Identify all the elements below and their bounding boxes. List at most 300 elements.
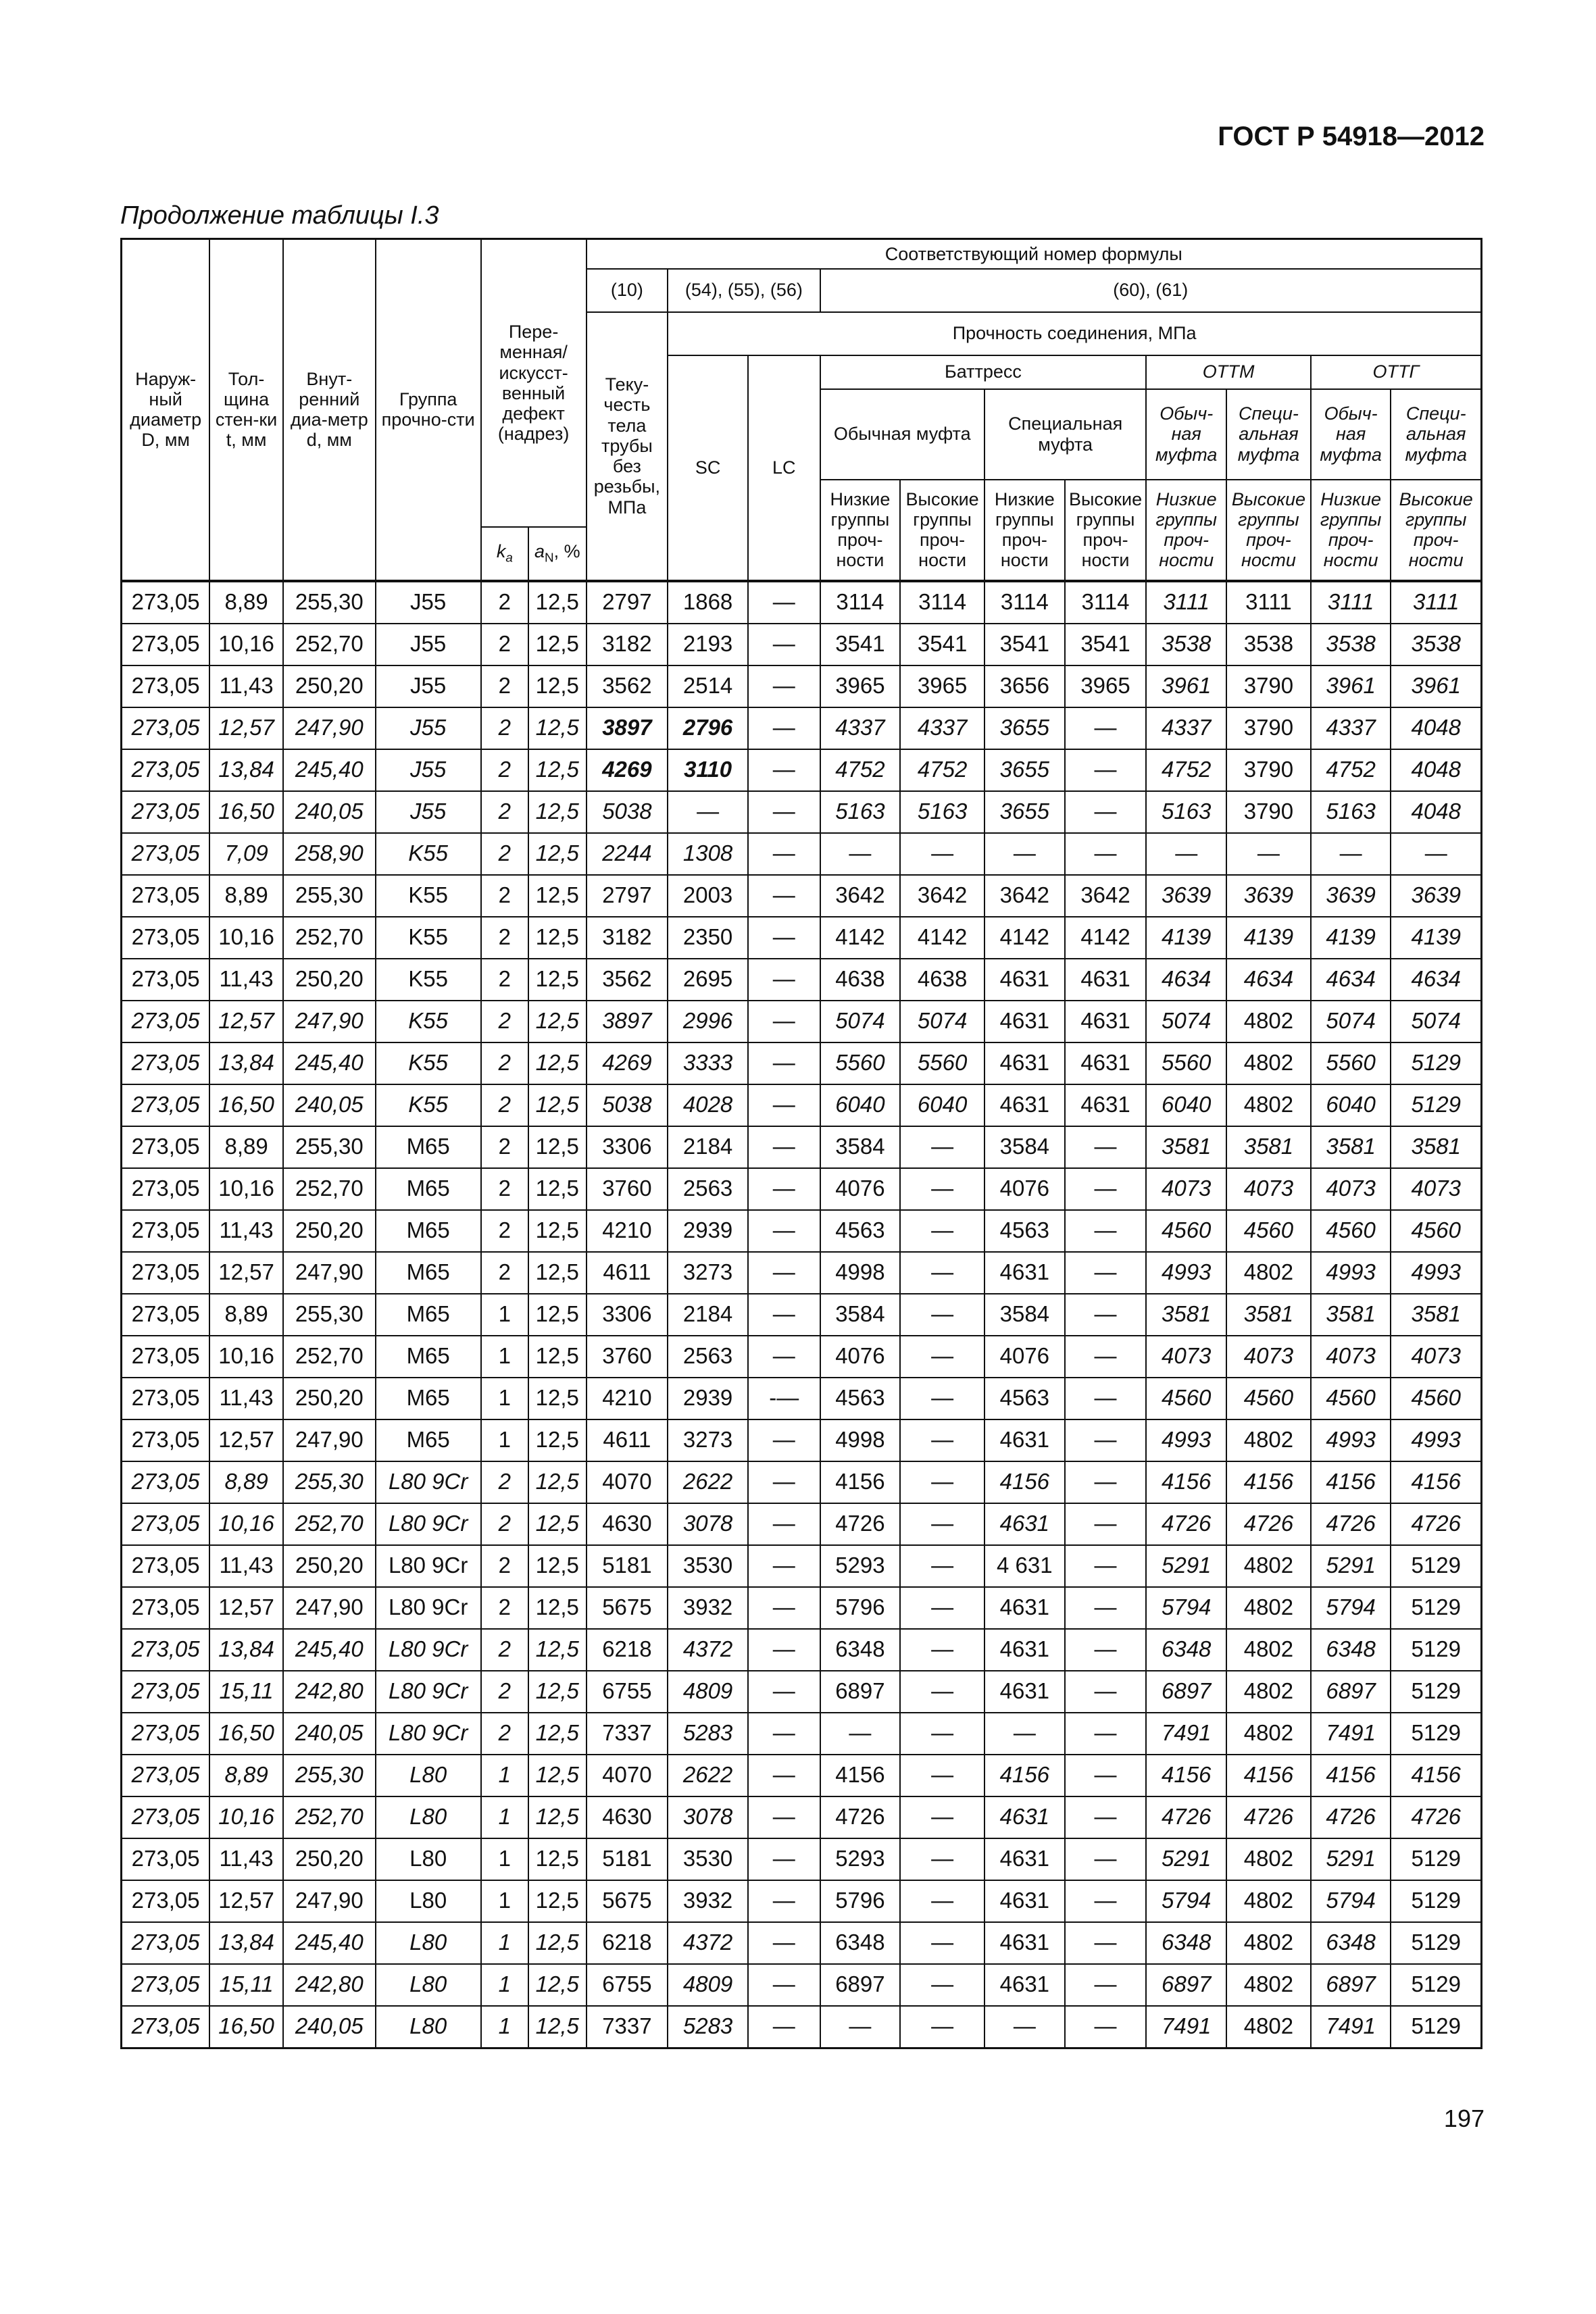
table-cell: — bbox=[1065, 1922, 1147, 1964]
table-cell: 3581 bbox=[1226, 1126, 1311, 1168]
table-cell: 6897 bbox=[820, 1671, 901, 1713]
table-cell: — bbox=[1065, 1587, 1147, 1629]
table-cell: 4611 bbox=[587, 1419, 668, 1461]
table-cell: 2 bbox=[481, 1126, 528, 1168]
table-cell: 3961 bbox=[1311, 665, 1391, 707]
table-cell: 11,43 bbox=[209, 1378, 283, 1419]
table-cell: — bbox=[900, 1629, 984, 1671]
table-cell: — bbox=[1391, 833, 1481, 875]
table-cell: 2 bbox=[481, 875, 528, 917]
col-yield: Теку-честь тела трубы без резьбы, МПа bbox=[587, 312, 668, 581]
table-cell: 273,05 bbox=[122, 1168, 210, 1210]
buttress-header: Баттресс bbox=[820, 355, 1147, 389]
table-cell: 8,89 bbox=[209, 875, 283, 917]
table-cell: 13,84 bbox=[209, 1922, 283, 1964]
table-cell: 12,5 bbox=[528, 581, 587, 624]
table-cell: 3932 bbox=[668, 1880, 748, 1922]
table-cell: 273,05 bbox=[122, 1796, 210, 1838]
table-cell: 2996 bbox=[668, 1001, 748, 1042]
table-cell: 240,05 bbox=[283, 1084, 376, 1126]
table-cell: K55 bbox=[376, 959, 481, 1001]
ottg-regular-low: Низкие группы проч-ности bbox=[1311, 480, 1391, 581]
table-cell: — bbox=[748, 1587, 820, 1629]
table-cell: 4337 bbox=[820, 707, 901, 749]
table-cell: 273,05 bbox=[122, 875, 210, 917]
table-cell: 247,90 bbox=[283, 1587, 376, 1629]
table-cell: 12,5 bbox=[528, 2006, 587, 2048]
table-cell: — bbox=[748, 1545, 820, 1587]
table-cell: 12,5 bbox=[528, 1922, 587, 1964]
table-cell: 4563 bbox=[984, 1378, 1065, 1419]
table-cell: 3111 bbox=[1391, 581, 1481, 624]
table-cell: 1 bbox=[481, 1838, 528, 1880]
table-cell: 273,05 bbox=[122, 1126, 210, 1168]
table-cell: 10,16 bbox=[209, 1503, 283, 1545]
table-cell: L80 9Cr bbox=[376, 1545, 481, 1587]
table-cell: 6040 bbox=[820, 1084, 901, 1126]
table-cell: 4070 bbox=[587, 1461, 668, 1503]
table-cell: 4631 bbox=[984, 1796, 1065, 1838]
table-cell: 2 bbox=[481, 1252, 528, 1294]
table-cell: 3642 bbox=[900, 875, 984, 917]
table-cell: 3581 bbox=[1146, 1126, 1226, 1168]
table-cell: — bbox=[1065, 2006, 1147, 2048]
col-wall-thickness-label: Тол-щина стен-ки t, мм bbox=[215, 368, 278, 451]
table-cell: 5181 bbox=[587, 1838, 668, 1880]
table-cell: 8,89 bbox=[209, 1755, 283, 1796]
table-row bbox=[122, 707, 1482, 749]
table-cell: 255,30 bbox=[283, 875, 376, 917]
table-cell: — bbox=[1065, 1336, 1147, 1378]
ottg-regular-header: Обыч-ная муфта bbox=[1311, 389, 1391, 480]
table-cell: 250,20 bbox=[283, 1378, 376, 1419]
table-cell: 4726 bbox=[1226, 1503, 1311, 1545]
table-cell: 250,20 bbox=[283, 1210, 376, 1252]
table-cell: — bbox=[748, 1001, 820, 1042]
ottm-regular-low: Низкие группы проч-ности bbox=[1146, 480, 1226, 581]
table-cell: 8,89 bbox=[209, 1461, 283, 1503]
table-cell: 2 bbox=[481, 665, 528, 707]
table-cell: 273,05 bbox=[122, 1336, 210, 1378]
table-cell: — bbox=[900, 1461, 984, 1503]
table-cell: 3530 bbox=[668, 1838, 748, 1880]
table-cell: 250,20 bbox=[283, 1838, 376, 1880]
table-cell: 4139 bbox=[1391, 917, 1481, 959]
table-cell: 5283 bbox=[668, 2006, 748, 2048]
table-cell: — bbox=[900, 1796, 984, 1838]
table-cell: 3790 bbox=[1226, 665, 1311, 707]
table-cell: 4726 bbox=[1146, 1503, 1226, 1545]
table-cell: 252,70 bbox=[283, 1336, 376, 1378]
table-cell: — bbox=[900, 1755, 984, 1796]
table-cell: L80 9Cr bbox=[376, 1671, 481, 1713]
col-an-unit: , % bbox=[553, 541, 580, 562]
table-cell: 2 bbox=[481, 959, 528, 1001]
table-cell: 3639 bbox=[1146, 875, 1226, 917]
table-cell: 4 631 bbox=[984, 1545, 1065, 1587]
table-cell: — bbox=[900, 1922, 984, 1964]
table-cell: 4998 bbox=[820, 1252, 901, 1294]
table-cell: 5796 bbox=[820, 1880, 901, 1922]
table-cell: 3897 bbox=[587, 707, 668, 749]
table-row bbox=[122, 749, 1482, 791]
table-cell: 12,5 bbox=[528, 1001, 587, 1042]
table-cell: 273,05 bbox=[122, 1042, 210, 1084]
table-cell: 12,5 bbox=[528, 1880, 587, 1922]
table-cell: J55 bbox=[376, 749, 481, 791]
table-cell: 2 bbox=[481, 1461, 528, 1503]
table-cell: 4070 bbox=[587, 1755, 668, 1796]
table-cell: 4048 bbox=[1391, 749, 1481, 791]
table-cell: K55 bbox=[376, 1084, 481, 1126]
buttress-regular-low: Низкие группы проч-ности bbox=[820, 480, 901, 581]
table-cell: 5074 bbox=[1311, 1001, 1391, 1042]
table-cell: 240,05 bbox=[283, 1713, 376, 1755]
table-cell: 3760 bbox=[587, 1336, 668, 1378]
table-cell: 10,16 bbox=[209, 1796, 283, 1838]
table-cell: 2 bbox=[481, 1042, 528, 1084]
table-cell: 2514 bbox=[668, 665, 748, 707]
table-cell: 4156 bbox=[1311, 1461, 1391, 1503]
table-cell: 15,11 bbox=[209, 1964, 283, 2006]
table-cell: 273,05 bbox=[122, 2006, 210, 2048]
table-cell: — bbox=[1065, 749, 1147, 791]
table-cell: 5129 bbox=[1391, 1084, 1481, 1126]
col-an-symbol: a bbox=[534, 541, 545, 562]
table-cell: — bbox=[748, 1042, 820, 1084]
table-cell: 4560 bbox=[1391, 1378, 1481, 1419]
table-cell: 247,90 bbox=[283, 1001, 376, 1042]
table-cell: 3111 bbox=[1311, 581, 1391, 624]
table-cell: K55 bbox=[376, 917, 481, 959]
table-cell: 4802 bbox=[1226, 1084, 1311, 1126]
table-cell: 13,84 bbox=[209, 749, 283, 791]
table-cell: 4269 bbox=[587, 1042, 668, 1084]
table-cell: 5074 bbox=[1146, 1001, 1226, 1042]
table-cell: 2 bbox=[481, 791, 528, 833]
table-cell: 4073 bbox=[1146, 1336, 1226, 1378]
table-cell: 5794 bbox=[1146, 1587, 1226, 1629]
table-cell: 273,05 bbox=[122, 624, 210, 665]
col-an-sub: N bbox=[544, 551, 554, 565]
table-cell: 11,43 bbox=[209, 665, 283, 707]
table-row bbox=[122, 1796, 1482, 1838]
table-cell: 273,05 bbox=[122, 1210, 210, 1252]
table-cell: 242,80 bbox=[283, 1964, 376, 2006]
page-number: 197 bbox=[1443, 2105, 1485, 2132]
table-cell: 7,09 bbox=[209, 833, 283, 875]
table-cell: 10,16 bbox=[209, 1336, 283, 1378]
table-cell: 2695 bbox=[668, 959, 748, 1001]
table-cell: 5038 bbox=[587, 1084, 668, 1126]
table-cell: 4802 bbox=[1226, 1880, 1311, 1922]
table-cell: — bbox=[748, 875, 820, 917]
table-cell: 3642 bbox=[1065, 875, 1147, 917]
table-cell: 12,5 bbox=[528, 875, 587, 917]
table-cell: 5163 bbox=[900, 791, 984, 833]
table-cell: 3584 bbox=[984, 1294, 1065, 1336]
table-cell: — bbox=[1065, 791, 1147, 833]
table-cell: 4802 bbox=[1226, 1922, 1311, 1964]
table-cell: 2 bbox=[481, 1168, 528, 1210]
table-cell: 12,5 bbox=[528, 1378, 587, 1419]
table-cell: 15,11 bbox=[209, 1671, 283, 1713]
table-cell: 250,20 bbox=[283, 1545, 376, 1587]
table-cell: 5794 bbox=[1146, 1880, 1226, 1922]
table-cell: 4560 bbox=[1226, 1378, 1311, 1419]
table-cell: — bbox=[1065, 1629, 1147, 1671]
table-cell: 4993 bbox=[1311, 1419, 1391, 1461]
table-cell: 273,05 bbox=[122, 1419, 210, 1461]
table-cell: 2 bbox=[481, 833, 528, 875]
table-cell: 4372 bbox=[668, 1922, 748, 1964]
table-cell: 11,43 bbox=[209, 1210, 283, 1252]
table-cell: 273,05 bbox=[122, 1503, 210, 1545]
table-cell: 2244 bbox=[587, 833, 668, 875]
table-cell: K55 bbox=[376, 1001, 481, 1042]
ottg-special-high: Высокие группы проч-ности bbox=[1391, 480, 1481, 581]
table-cell: 11,43 bbox=[209, 1545, 283, 1587]
col-ka-symbol: k bbox=[496, 541, 506, 562]
table-cell: — bbox=[748, 1755, 820, 1796]
table-cell: — bbox=[984, 833, 1065, 875]
table-cell: 5560 bbox=[1311, 1042, 1391, 1084]
table-cell: M65 bbox=[376, 1210, 481, 1252]
table-cell: 255,30 bbox=[283, 581, 376, 624]
table-cell: — bbox=[748, 917, 820, 959]
table-cell: 4802 bbox=[1226, 1629, 1311, 1671]
table-cell: 2 bbox=[481, 1503, 528, 1545]
table-cell: — bbox=[1065, 1419, 1147, 1461]
table-cell: 3581 bbox=[1391, 1126, 1481, 1168]
table-row bbox=[122, 1336, 1482, 1378]
table-cell: 6897 bbox=[1311, 1671, 1391, 1713]
table-cell: 3584 bbox=[820, 1126, 901, 1168]
table-cell: 6348 bbox=[1311, 1922, 1391, 1964]
table-cell: 16,50 bbox=[209, 2006, 283, 2048]
table-cell: 3114 bbox=[984, 581, 1065, 624]
table-cell: 2193 bbox=[668, 624, 748, 665]
table-cell: 3333 bbox=[668, 1042, 748, 1084]
table-caption: Продолжение таблицы I.3 bbox=[120, 201, 439, 230]
table-cell: 12,57 bbox=[209, 1587, 283, 1629]
table-cell: 6897 bbox=[1311, 1964, 1391, 2006]
table-row bbox=[122, 1042, 1482, 1084]
table-cell: 3541 bbox=[900, 624, 984, 665]
table-cell: 1 bbox=[481, 2006, 528, 2048]
table-cell: 3581 bbox=[1226, 1294, 1311, 1336]
table-cell: 4752 bbox=[820, 749, 901, 791]
table-cell: 4073 bbox=[1226, 1336, 1311, 1378]
table-cell: 3655 bbox=[984, 791, 1065, 833]
table-row bbox=[122, 1503, 1482, 1545]
table-cell: 3273 bbox=[668, 1419, 748, 1461]
table-cell: 16,50 bbox=[209, 791, 283, 833]
table-cell: 12,5 bbox=[528, 665, 587, 707]
table-row bbox=[122, 1126, 1482, 1168]
table-cell: 6218 bbox=[587, 1922, 668, 1964]
table-cell: — bbox=[748, 1168, 820, 1210]
table-cell: 2622 bbox=[668, 1755, 748, 1796]
table-cell: 10,16 bbox=[209, 1168, 283, 1210]
table-cell: 3760 bbox=[587, 1168, 668, 1210]
table-cell: 4073 bbox=[1391, 1168, 1481, 1210]
table-cell: — bbox=[748, 1796, 820, 1838]
table-cell: 247,90 bbox=[283, 707, 376, 749]
table-cell: 5794 bbox=[1311, 1587, 1391, 1629]
table-cell: 3655 bbox=[984, 707, 1065, 749]
table-cell: 273,05 bbox=[122, 1461, 210, 1503]
table-cell: — bbox=[1146, 833, 1226, 875]
regular-coupling-header: Обычная муфта bbox=[820, 389, 984, 480]
table-cell: J55 bbox=[376, 624, 481, 665]
table-cell: 3541 bbox=[984, 624, 1065, 665]
table-cell: 12,5 bbox=[528, 1545, 587, 1587]
table-cell: 1868 bbox=[668, 581, 748, 624]
col-sc: SC bbox=[668, 355, 748, 581]
table-cell: 8,89 bbox=[209, 1126, 283, 1168]
table-cell: — bbox=[748, 1126, 820, 1168]
table-row bbox=[122, 1378, 1482, 1419]
table-cell: — bbox=[1065, 1838, 1147, 1880]
table-cell: — bbox=[1065, 1168, 1147, 1210]
table-cell: 1 bbox=[481, 1922, 528, 1964]
table-cell: — bbox=[748, 624, 820, 665]
table-cell: 12,5 bbox=[528, 1461, 587, 1503]
table-cell: 273,05 bbox=[122, 1545, 210, 1587]
table-cell: 2 bbox=[481, 1545, 528, 1587]
table-cell: 3541 bbox=[820, 624, 901, 665]
table-cell: 3639 bbox=[1391, 875, 1481, 917]
table-cell: 4752 bbox=[900, 749, 984, 791]
table-cell: M65 bbox=[376, 1419, 481, 1461]
table-cell: 12,57 bbox=[209, 1419, 283, 1461]
table-cell: L80 bbox=[376, 1838, 481, 1880]
table-cell: 273,05 bbox=[122, 1378, 210, 1419]
table-cell: L80 bbox=[376, 1755, 481, 1796]
table-cell: 12,5 bbox=[528, 1964, 587, 2006]
table-row bbox=[122, 581, 1482, 624]
table-cell: — bbox=[748, 1503, 820, 1545]
table-cell: 12,5 bbox=[528, 959, 587, 1001]
table-cell: 4073 bbox=[1311, 1336, 1391, 1378]
table-cell: — bbox=[748, 1336, 820, 1378]
table-cell: 4142 bbox=[900, 917, 984, 959]
table-cell: 4631 bbox=[984, 1419, 1065, 1461]
table-cell: M65 bbox=[376, 1378, 481, 1419]
table-cell: 3114 bbox=[820, 581, 901, 624]
table-cell: — bbox=[748, 959, 820, 1001]
table-cell: 4337 bbox=[900, 707, 984, 749]
table-cell: 2939 bbox=[668, 1210, 748, 1252]
table-cell: 4028 bbox=[668, 1084, 748, 1126]
table-cell: 4337 bbox=[1146, 707, 1226, 749]
table-cell: 3110 bbox=[668, 749, 748, 791]
table-cell: 12,5 bbox=[528, 1168, 587, 1210]
table-cell: 5163 bbox=[1146, 791, 1226, 833]
table-cell: 10,16 bbox=[209, 917, 283, 959]
table-cell: 2796 bbox=[668, 707, 748, 749]
table-cell: 273,05 bbox=[122, 1964, 210, 2006]
table-cell: 273,05 bbox=[122, 1294, 210, 1336]
table-cell: 4631 bbox=[984, 1880, 1065, 1922]
table-cell: 12,5 bbox=[528, 1419, 587, 1461]
table-cell: — bbox=[748, 1461, 820, 1503]
table-cell: 4634 bbox=[1311, 959, 1391, 1001]
table-cell: — bbox=[748, 1252, 820, 1294]
table-cell: 2 bbox=[481, 1210, 528, 1252]
table-cell: 3639 bbox=[1226, 875, 1311, 917]
table-cell: 4210 bbox=[587, 1378, 668, 1419]
table-cell: 12,5 bbox=[528, 1042, 587, 1084]
table-row bbox=[122, 833, 1482, 875]
table-cell: 273,05 bbox=[122, 1838, 210, 1880]
table-cell: 4752 bbox=[1311, 749, 1391, 791]
table-cell: 5560 bbox=[820, 1042, 901, 1084]
table-row bbox=[122, 1084, 1482, 1126]
table-row bbox=[122, 959, 1482, 1001]
table-row bbox=[122, 1755, 1482, 1796]
table-cell: 3965 bbox=[1065, 665, 1147, 707]
table-cell: 1 bbox=[481, 1378, 528, 1419]
table-cell: 2350 bbox=[668, 917, 748, 959]
table-cell: 245,40 bbox=[283, 1922, 376, 1964]
table-cell: 4993 bbox=[1311, 1252, 1391, 1294]
table-cell: 3182 bbox=[587, 917, 668, 959]
table-cell: 273,05 bbox=[122, 1755, 210, 1796]
table-cell: 12,5 bbox=[528, 833, 587, 875]
table-cell: 4139 bbox=[1226, 917, 1311, 959]
table-cell: 6040 bbox=[1146, 1084, 1226, 1126]
table-cell: — bbox=[900, 2006, 984, 2048]
table-cell: 273,05 bbox=[122, 1880, 210, 1922]
table-cell: 2 bbox=[481, 1587, 528, 1629]
table-cell: 12,5 bbox=[528, 1713, 587, 1755]
table-cell: 4634 bbox=[1146, 959, 1226, 1001]
table-cell: 247,90 bbox=[283, 1880, 376, 1922]
table-cell: 2 bbox=[481, 917, 528, 959]
table-cell: 2563 bbox=[668, 1168, 748, 1210]
table-cell: 3965 bbox=[820, 665, 901, 707]
table-cell: 4142 bbox=[1065, 917, 1147, 959]
table-cell: 4802 bbox=[1226, 1419, 1311, 1461]
table-cell: — bbox=[1226, 833, 1311, 875]
table-cell: 5129 bbox=[1391, 1880, 1481, 1922]
table-cell: — bbox=[748, 749, 820, 791]
table-cell: 4802 bbox=[1226, 1042, 1311, 1084]
table-cell: 12,5 bbox=[528, 1503, 587, 1545]
table-cell: 250,20 bbox=[283, 665, 376, 707]
table-cell: 12,5 bbox=[528, 707, 587, 749]
table-cell: 3541 bbox=[1065, 624, 1147, 665]
table-cell: 5291 bbox=[1311, 1838, 1391, 1880]
table-cell: — bbox=[1065, 1252, 1147, 1294]
table-cell: 3538 bbox=[1146, 624, 1226, 665]
table-cell: — bbox=[900, 1838, 984, 1880]
table-cell: 12,5 bbox=[528, 1126, 587, 1168]
table-cell: K55 bbox=[376, 833, 481, 875]
table-cell: 4560 bbox=[1226, 1210, 1311, 1252]
strength-table bbox=[120, 238, 1482, 2049]
table-cell: 2 bbox=[481, 581, 528, 624]
table-cell: 4998 bbox=[820, 1419, 901, 1461]
table-cell: 2797 bbox=[587, 875, 668, 917]
table-cell: 4993 bbox=[1391, 1419, 1481, 1461]
table-cell: 273,05 bbox=[122, 707, 210, 749]
table-cell: 5038 bbox=[587, 791, 668, 833]
table-cell: — bbox=[1065, 1461, 1147, 1503]
table-cell: 4802 bbox=[1226, 1545, 1311, 1587]
